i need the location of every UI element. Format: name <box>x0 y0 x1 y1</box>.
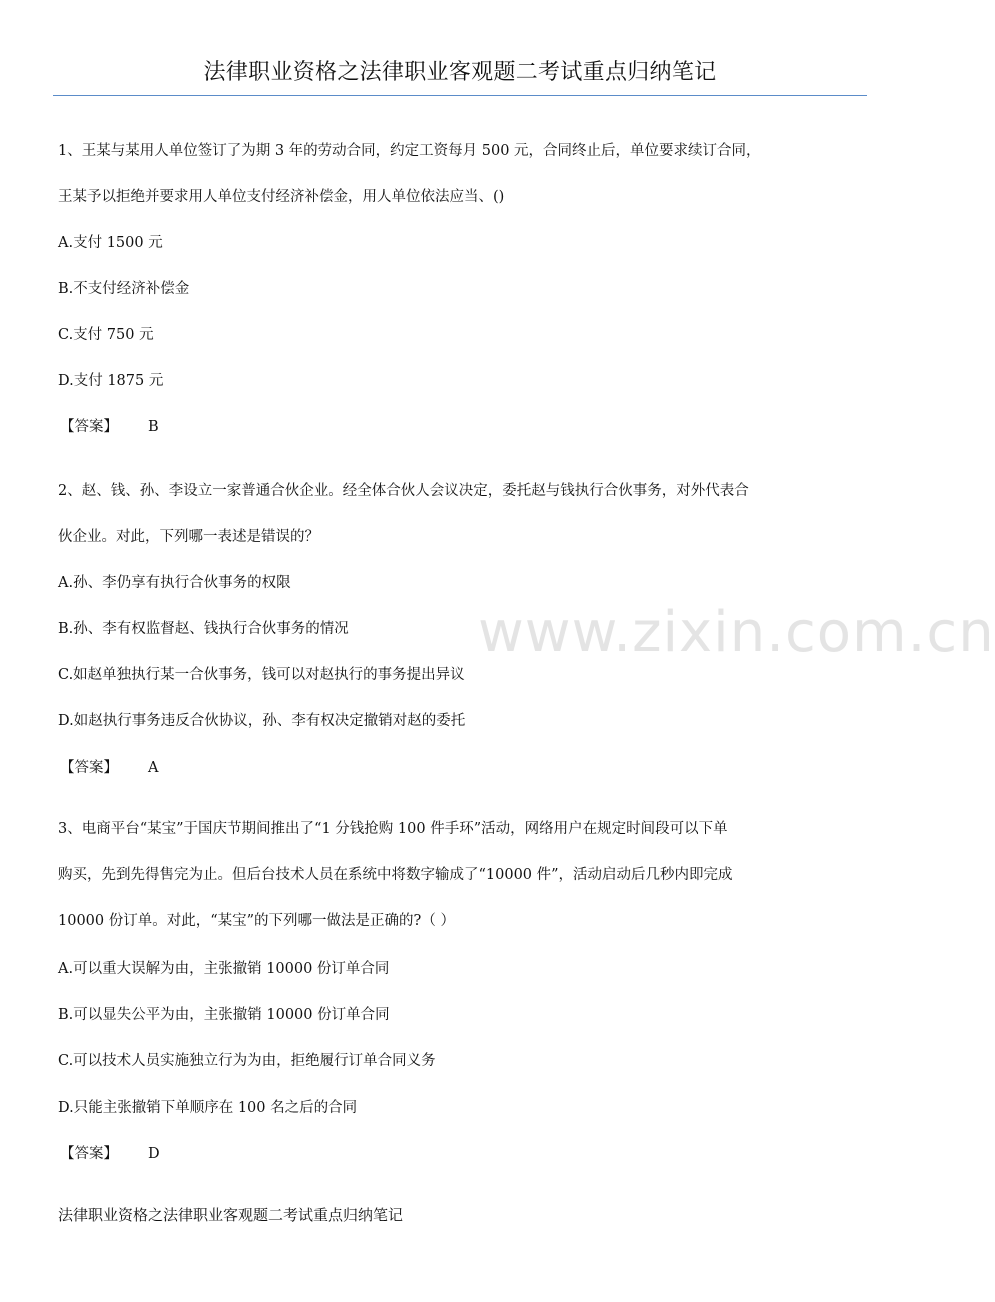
question-2-option-d: D.如赵执行事务违反合伙协议，孙、李有权决定撤销对赵的委托 <box>58 713 466 729</box>
question-3-option-c: C.可以技术人员实施独立行为为由，拒绝履行订单合同义务 <box>58 1053 436 1069</box>
question-3-option-b: B.可以显失公平为由，主张撤销 10000 份订单合同 <box>58 1007 390 1023</box>
answer-value: B <box>148 419 159 435</box>
question-1-option-a: A.支付 1500 元 <box>58 235 163 251</box>
question-3-option-d: D.只能主张撤销下单顺序在 100 名之后的合同 <box>58 1100 358 1116</box>
question-3-answer <box>60 1143 872 1165</box>
question-2-option-c: C.如赵单独执行某一合伙事务，钱可以对赵执行的事务提出异议 <box>58 667 465 683</box>
watermark: www.zixin.com.cn <box>478 600 995 665</box>
question-2-option-b: B.孙、李有权监督赵、钱执行合伙事务的情况 <box>58 621 349 637</box>
question-2-answer <box>60 757 872 779</box>
question-1-stem-line-2: 王某予以拒绝并要求用人单位支付经济补偿金，用人单位依法应当、() <box>58 189 505 205</box>
question-3-stem-line-1: 3、电商平台“某宝”于国庆节期间推出了“1 分钱抢购 100 件手环”活动，网络用户在规定时间段可以下单 <box>58 821 728 837</box>
answer-value: A <box>148 760 159 776</box>
question-2-option-a: A.孙、李仍享有执行合伙事务的权限 <box>58 575 291 591</box>
question-1-stem-line-1: 1、王某与某用人单位签订了为期 3 年的劳动合同，约定工资每月 500 元，合同终止后，单位要求续订合同， <box>58 143 761 159</box>
question-1-option-b: B.不支付经济补偿金 <box>58 281 190 297</box>
question-3-option-a: A.可以重大误解为由，主张撤销 10000 份订单合同 <box>58 961 390 977</box>
question-1-option-c: C.支付 750 元 <box>58 327 154 343</box>
answer-label: 【答案】 <box>60 1146 118 1162</box>
question-2-stem-line-2: 伙企业。对此，下列哪一表述是错误的？ <box>58 529 319 545</box>
page-title: 法律职业资格之法律职业客观题二考试重点归纳笔记 <box>203 60 717 85</box>
answer-value: D <box>148 1146 160 1162</box>
question-1-option-d: D.支付 1875 元 <box>58 373 164 389</box>
question-3-stem-line-2: 购买，先到先得售完为止。但后台技术人员在系统中将数字输成了“10000 件”，活动启动后几秒内即完成 <box>58 867 733 883</box>
question-3-stem-line-3: 10000 份订单。对此，“某宝”的下列哪一做法是正确的?（ ） <box>58 913 455 929</box>
question-1-answer <box>60 416 872 438</box>
page-footer: 法律职业资格之法律职业客观题二考试重点归纳笔记 <box>58 1206 404 1224</box>
answer-label: 【答案】 <box>60 419 118 435</box>
answer-label: 【答案】 <box>60 760 118 776</box>
question-2-stem-line-1: 2、赵、钱、孙、李设立一家普通合伙企业。经全体合伙人会议决定，委托赵与钱执行合伙事务，对外代表合 <box>58 483 749 499</box>
title-divider <box>53 95 867 96</box>
